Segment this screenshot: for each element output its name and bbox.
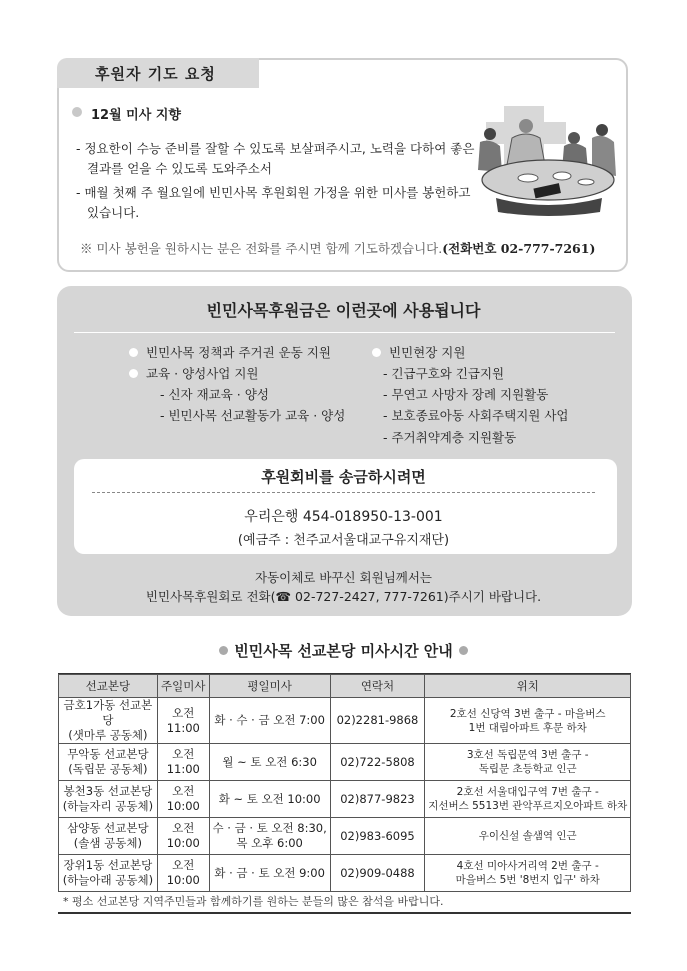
weekday-mass-cell — [209, 855, 330, 892]
parish-cell-line: 장위1동 선교본당 — [63, 858, 153, 872]
location-cell — [425, 855, 631, 892]
table-row — [59, 855, 631, 892]
location-cell-line: 3호선 독립문역 3번 출구 - — [466, 749, 589, 761]
table-header-row — [59, 675, 631, 698]
location-cell — [425, 818, 631, 855]
sunday-mass-cell — [157, 781, 209, 818]
weekday-mass-cell-line: 수 · 금 · 토 오전 8:30, — [212, 821, 327, 835]
parish-cell-line: (샛마루 공동체) — [68, 728, 148, 742]
phone-cell — [330, 744, 425, 781]
sunday-mass-cell-line: 10:00 — [166, 799, 200, 813]
sunday-mass-cell-line: 11:00 — [166, 720, 200, 735]
sunday-mass-cell-line: 오전 — [172, 747, 195, 761]
phone-cell — [330, 781, 425, 818]
parish-cell-line: (독립문 공동체) — [68, 762, 148, 776]
weekday-mass-cell — [209, 818, 330, 855]
table-row — [59, 818, 631, 855]
weekday-mass-cell — [209, 744, 330, 781]
parish-cell — [59, 781, 158, 818]
usage-sub-item: - 빈민사목 선교활동가 교육 · 양성 — [160, 408, 346, 423]
parish-cell-line: 삼양동 선교본당 — [67, 821, 149, 835]
location-cell — [425, 744, 631, 781]
table-row — [59, 781, 631, 818]
location-cell-line: 2호선 신당역 3번 출구 - 마을버스 — [449, 707, 606, 720]
location-cell-line: 2호선 서울대입구역 7번 출구 - — [456, 786, 599, 798]
header-contact: 연락처 — [330, 675, 425, 698]
phone-cell — [330, 855, 425, 892]
bullet-icon — [372, 348, 381, 357]
intention-line: - 정요한이 수능 준비를 잘할 수 있도록 보살펴주시고, 노력을 다하여 좋은 — [76, 141, 475, 156]
usage-item: 교육 · 양성사업 지원 — [129, 364, 259, 383]
weekday-mass-cell-line: 월 ~ 토 오전 6:30 — [222, 754, 317, 769]
location-cell — [425, 698, 631, 744]
parish-cell-line: (하늘아래 공동체) — [62, 873, 154, 887]
bullet-icon — [72, 107, 82, 117]
phone-cell-line: 02)722-5808 — [340, 754, 415, 769]
parish-cell-line: 무악동 선교본당 — [67, 747, 149, 761]
intention-line: - 매월 첫째 주 월요일에 빈민사목 후원회원 가정을 위한 미사를 봉헌하고 — [76, 185, 471, 200]
usage-item: 빈민현장 지원 — [372, 343, 465, 362]
usage-title: 빈민사목후원금은 이런곳에 사용됩니다 — [206, 301, 481, 320]
parish-cell-line: 봉천3동 선교본당 — [63, 784, 153, 798]
mass-schedule-table — [58, 674, 631, 892]
last-supper-illustration — [476, 100, 624, 218]
location-cell-line: 지선버스 5513번 관악푸르지오아파트 하차 — [428, 800, 628, 812]
sunday-mass-cell — [157, 855, 209, 892]
sunday-mass-cell-line: 10:00 — [166, 873, 200, 887]
weekday-mass-cell-line: 화 · 수 · 금 오전 7:00 — [214, 713, 325, 727]
bullet-icon — [129, 348, 138, 357]
bank-account: 우리은행 454-018950-13-001 — [244, 509, 443, 525]
auto-transfer-line: 자동이체로 바꾸신 회원님께서는 — [255, 570, 432, 585]
mass-footer-note: * 평소 선교본당 지역주민들과 함께하기를 원하는 분들의 많은 참석을 바랍니다. — [63, 895, 444, 908]
usage-box — [57, 286, 632, 616]
location-cell-line: 우이신설 솔샘역 인근 — [478, 830, 577, 842]
mass-intention-title: 12월 미사 지향 — [91, 108, 181, 123]
prayer-request-tab — [57, 58, 259, 88]
weekday-mass-cell-line: 화 ~ 토 오전 10:00 — [218, 791, 321, 806]
parish-cell — [59, 744, 158, 781]
usage-sub-item: - 긴급구호와 긴급지원 — [383, 366, 505, 381]
parish-cell — [59, 698, 158, 744]
parish-cell — [59, 818, 158, 855]
parish-cell-line: 금호1가동 선교본당 — [63, 698, 153, 727]
usage-sub-item: - 보호종료아동 사회주택지원 사업 — [383, 408, 569, 423]
sunday-mass-cell — [157, 744, 209, 781]
sunday-mass-cell-line: 오전 — [172, 705, 195, 720]
phone-cell — [330, 818, 425, 855]
table-row — [59, 744, 631, 781]
parish-cell-line: (솔샘 공동체) — [73, 836, 142, 850]
phone-cell-line: 02)877-9823 — [340, 791, 415, 806]
location-cell-line: 1번 대림아파트 후문 하차 — [468, 721, 587, 734]
prayer-note — [80, 239, 595, 257]
sunday-mass-cell-line: 오전 — [172, 821, 195, 835]
table-row — [59, 698, 631, 744]
prayer-request-title: 후원자 기도 요청 — [95, 65, 216, 83]
table-bottom-rule — [58, 912, 631, 914]
usage-sub-item: - 무연고 사망자 장례 지원활동 — [383, 387, 549, 402]
sunday-mass-cell-line: 오전 — [172, 858, 195, 872]
account-holder: (예금주 : 천주교서울대교구유지재단) — [237, 533, 450, 548]
bullet-icon — [129, 369, 138, 378]
header-sunday: 주일미사 — [157, 675, 209, 698]
usage-divider — [74, 332, 615, 333]
bullet-icon — [219, 646, 228, 655]
usage-item: 빈민사목 정책과 주거권 운동 지원 — [129, 343, 331, 362]
intention-line: 있습니다. — [87, 205, 140, 220]
sunday-mass-cell — [157, 698, 209, 744]
header-parish: 선교본당 — [59, 675, 158, 698]
dashed-divider — [92, 492, 595, 493]
location-cell-line: 4호선 미아사거리역 2번 출구 - — [456, 860, 599, 872]
sunday-mass-cell — [157, 818, 209, 855]
phone-cell — [330, 698, 425, 744]
auto-transfer-contact: 빈민사목후원회로 전화(☎ 02-727-2427, 777-7261)주시기 바랍니다. — [145, 589, 542, 604]
location-cell-line: 마을버스 5번 '8번지 입구' 하차 — [455, 874, 600, 886]
usage-sub-item: - 주거취약계층 지원활동 — [383, 430, 517, 445]
prayer-note-text: ※ 미사 봉헌을 원하시는 분은 전화를 주시면 함께 기도하겠습니다. — [80, 241, 443, 256]
parish-cell — [59, 855, 158, 892]
usage-sub-item: - 신자 재교육 · 양성 — [160, 387, 269, 402]
weekday-mass-cell — [209, 698, 330, 744]
bullet-icon — [459, 646, 468, 655]
prayer-note-phone: (전화번호 02-777-7261) — [442, 241, 596, 256]
phone-cell-line: 02)909-0488 — [340, 865, 415, 880]
sunday-mass-cell-line: 11:00 — [166, 762, 200, 776]
header-weekday: 평일미사 — [209, 675, 330, 698]
sunday-mass-cell-line: 오전 — [172, 784, 195, 798]
header-location: 위치 — [425, 675, 631, 698]
weekday-mass-cell-line: 목 오후 6:00 — [236, 836, 303, 850]
phone-cell-line: 02)983-6095 — [340, 828, 415, 843]
phone-cell-line: 02)2281-9868 — [336, 713, 419, 727]
parish-cell-line: (하늘자리 공동체) — [62, 799, 154, 813]
mass-schedule-title: 빈민사목 선교본당 미사시간 안내 — [0, 640, 687, 661]
weekday-mass-cell — [209, 781, 330, 818]
intention-line: 결과를 얻을 수 있도록 도와주소서 — [87, 161, 272, 176]
location-cell — [425, 781, 631, 818]
remittance-title: 후원회비를 송금하시려면 — [261, 468, 426, 486]
location-cell-line: 독립문 초등학교 인근 — [478, 763, 577, 775]
weekday-mass-cell-line: 화 · 금 · 토 오전 9:00 — [214, 865, 325, 880]
sunday-mass-cell-line: 10:00 — [166, 836, 200, 850]
